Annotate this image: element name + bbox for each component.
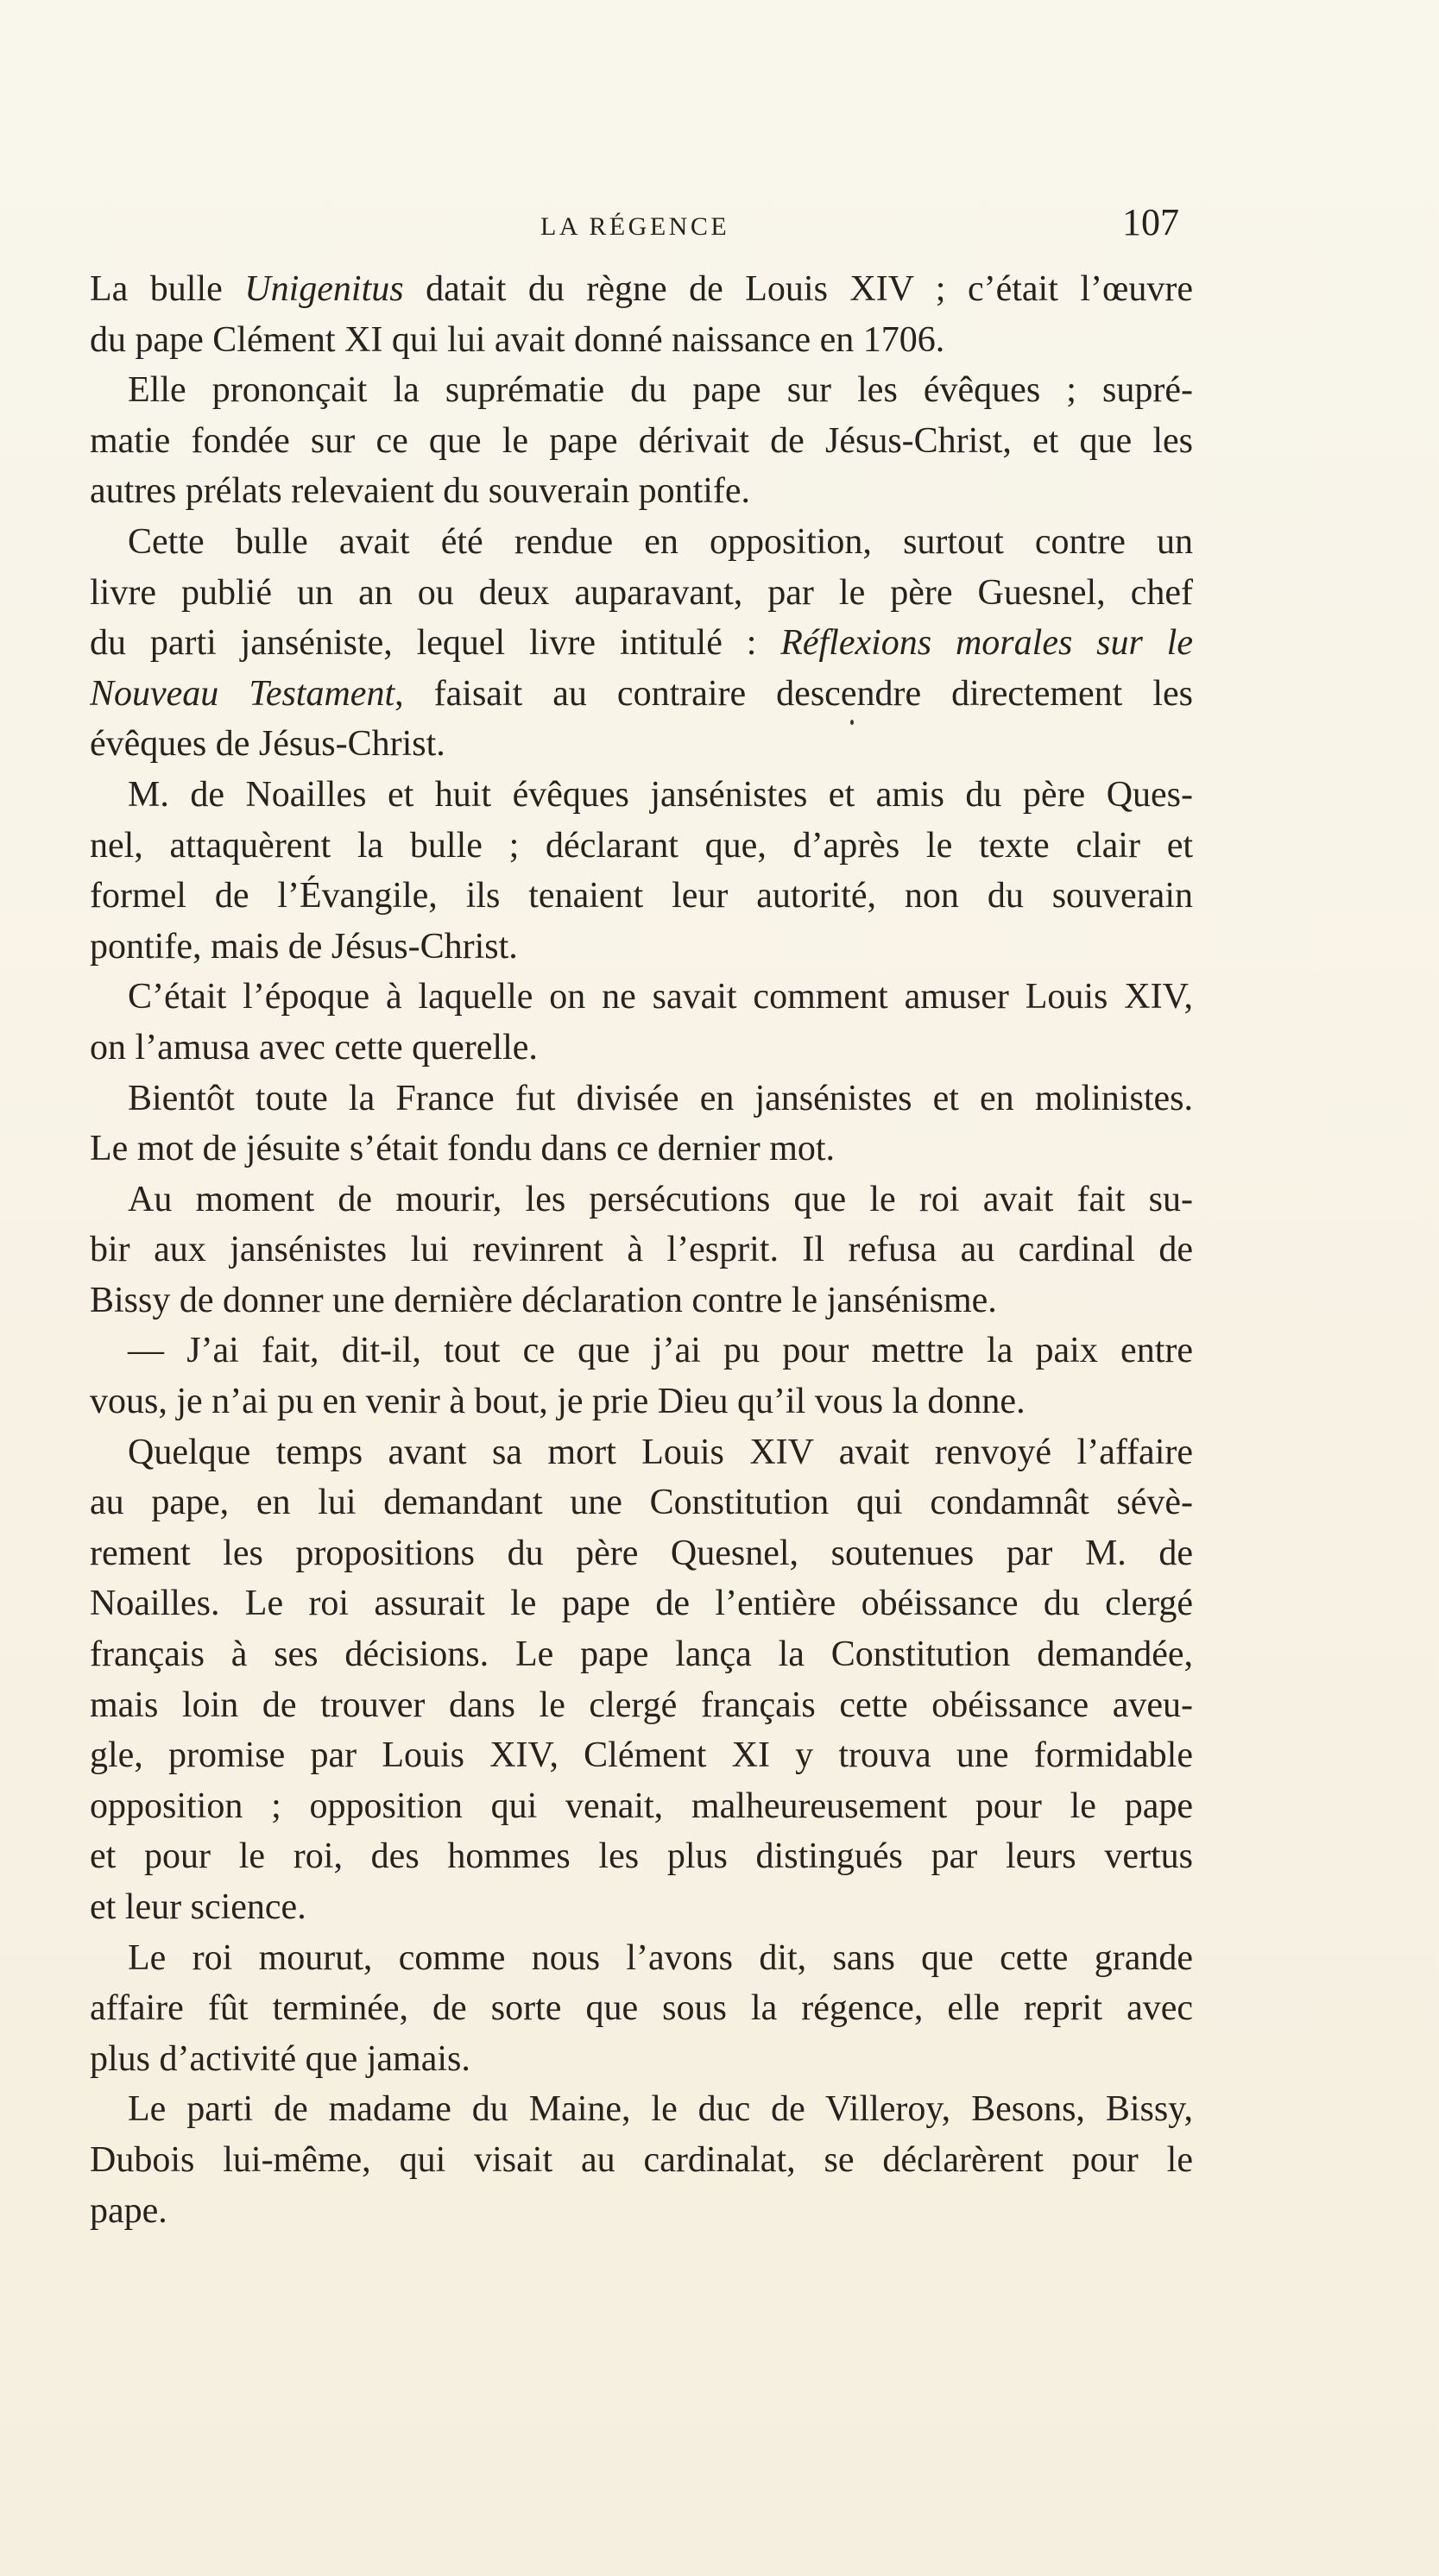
paragraph-start-line: C’était l’époque à laquelle on ne savait comment amuser Louis XIV, <box>128 977 1193 1017</box>
text-line: au pape, en lui demandant une Constitution qui condamnât sévè- <box>90 1483 1193 1523</box>
text-line: évêques de Jésus-Christ. <box>90 724 445 765</box>
paragraph-start-line: Le roi mourut, comme nous l’avons dit, sans que cette grande <box>128 1937 1193 1978</box>
text-line: français à ses décisions. Le pape lança la Constitution demandée, <box>90 1634 1193 1675</box>
text-line: opposition ; opposition qui venait, malheureusement pour le pape <box>90 1786 1193 1826</box>
paper-speck <box>850 720 854 725</box>
text-line: du parti janséniste, lequel livre intitulé : Réflexions morales sur le <box>90 623 1193 664</box>
text-line: formel de l’Évangile, ils tenaient leur autorité, non du souverain <box>90 876 1193 916</box>
paragraph-start-line: Cette bulle avait été rendue en opposition, surtout contre un <box>128 521 1193 562</box>
paragraph-start-line: Le parti de madame du Maine, le duc de Villeroy, Besons, Bissy, <box>128 2089 1193 2130</box>
text-line: gle, promise par Louis XIV, Clément XI y trouva une formidable <box>90 1735 1193 1776</box>
text-line: mais loin de trouver dans le clergé français cette obéissance aveu- <box>90 1685 1193 1725</box>
text-line: Dubois lui-même, qui visait au cardinalat, se déclarèrent pour le <box>90 2139 1193 2180</box>
body-text <box>90 264 1193 2236</box>
text-line: plus d’activité que jamais. <box>90 2038 470 2079</box>
text-line: Noailles. Le roi assurait le pape de l’entière obéissance du clergé <box>90 1584 1193 1624</box>
paragraph-start-line: M. de Noailles et huit évêques jansénistes et amis du père Ques- <box>128 774 1193 815</box>
text-line: vous, je n’ai pu en venir à bout, je prie Dieu qu’il vous la donne. <box>90 1382 1026 1422</box>
paragraph-start-line: Quelque temps avant sa mort Louis XIV avait renvoyé l’affaire <box>128 1432 1193 1472</box>
paragraph-start-line: Elle prononçait la suprématie du pape sur les évêques ; supré- <box>128 370 1193 411</box>
text-line: et pour le roi, des hommes les plus distingués par leurs vertus <box>90 1836 1193 1877</box>
text-line: affaire fût terminée, de sorte que sous la régence, elle reprit avec <box>90 1988 1193 2029</box>
text-line: Le mot de jésuite s’était fondu dans ce dernier mot. <box>90 1129 836 1169</box>
text-line: et leur science. <box>90 1887 306 1927</box>
text-line: bir aux jansénistes lui revinrent à l’esprit. Il refusa au cardinal de <box>90 1230 1193 1270</box>
text-line: rement les propositions du père Quesnel, soutenues par M. de <box>90 1533 1193 1573</box>
text-line: livre publié un an ou deux auparavant, par le père Guesnel, chef <box>90 572 1193 613</box>
text-line: La bulle Unigenitus datait du règne de Louis XIV ; c’était l’œuvre <box>90 269 1193 309</box>
text-line: du pape Clément XI qui lui avait donné naissance en 1706. <box>90 319 945 360</box>
text-line: matie fondée sur ce que le pape dérivait de Jésus-Christ, et que les <box>90 420 1193 461</box>
text-line: autres prélats relevaient du souverain pontife. <box>90 471 751 512</box>
text-line: pontife, mais de Jésus-Christ. <box>90 926 518 967</box>
text-line: Bissy de donner une dernière déclaration contre le jansénisme. <box>90 1280 997 1320</box>
paragraph-start-line: Bientôt toute la France fut divisée en jansénistes et en molinistes. <box>128 1078 1193 1118</box>
page-number: 107 <box>1122 201 1179 243</box>
paragraph-start-line: — J’ai fait, dit-il, tout ce que j’ai pu pour mettre la paix entre <box>128 1331 1193 1371</box>
text-line: nel, attaquèrent la bulle ; déclarant que, d’après le texte clair et <box>90 825 1193 866</box>
running-title: LA RÉGENCE <box>540 212 730 241</box>
text-line: Nouveau Testament, faisait au contraire descendre directement les <box>90 673 1193 714</box>
text-line: pape. <box>90 2190 167 2231</box>
text-line: on l’amusa avec cette querelle. <box>90 1027 538 1068</box>
paragraph-start-line: Au moment de mourir, les persécutions que le roi avait fait su- <box>128 1179 1193 1219</box>
page-header <box>0 201 1439 247</box>
